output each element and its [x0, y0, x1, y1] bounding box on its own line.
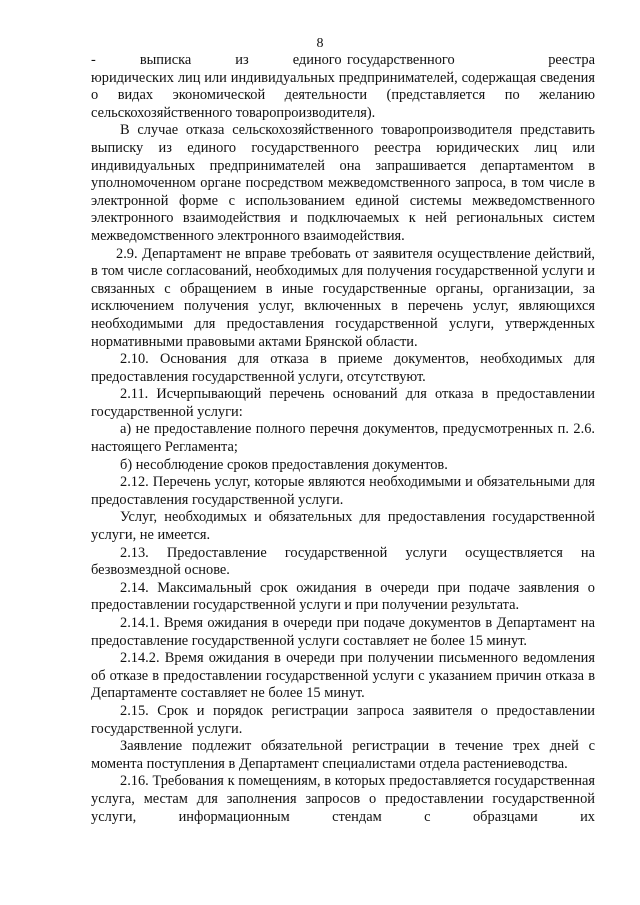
paragraph-2-12: 2.12. Перечень услуг, которые являются необходимыми и обязательными для предоставления государственной услуги. — [91, 474, 595, 508]
page-number: 8 — [316, 36, 324, 51]
paragraph-2-11: 2.11. Исчерпывающий перечень оснований для отказа в предоставлении государственной услуги: — [91, 386, 595, 420]
paragraph-2-16: 2.16. Требования к помещениям, в которых предоставляется государственная услуга, местам для заполнения запросов о предоставлении государственной услуги, информационным стендам с образцами их — [91, 773, 595, 825]
paragraph-extract-item: - выписка из единого государственного реестра юридических лиц или индивидуальных предпринимателей, содержащая сведения о видах экономической деятельности (представляется по желанию сельскохозяйственного товаропроизводителя). — [91, 52, 599, 121]
paragraph-2-15: 2.15. Срок и порядок регистрации запроса заявителя о предоставлении государственной услуги. — [91, 702, 595, 737]
paragraph-2-11-a: а) не предоставление полного перечня документов, предусмотренных п. 2.6. настоящего Регламента; — [91, 421, 595, 456]
paragraph-2-13: 2.13. Предоставление государственной услуги осуществляется на безвозмездной основе. — [91, 544, 595, 579]
paragraph-2-11-b: б) несоблюдение сроков предоставления документов. — [120, 456, 448, 473]
document-body — [91, 52, 599, 826]
paragraph-2-14: 2.14. Максимальный срок ожидания в очереди при подаче заявления о предоставлении государственной услуги и при получении результата. — [91, 579, 595, 614]
paragraph-registration: Заявление подлежит обязательной регистрации в течение трех дней с момента поступления в Департамент специалистами отдела растениеводства. — [91, 738, 595, 772]
paragraph-2-14-2: 2.14.2. Время ожидания в очереди при получении письменного ведомления об отказе в предоставлении государственной услуги с указанием причин отказа в Департаменте составляет не более 15 минут. — [91, 650, 595, 702]
paragraph-2-14-1: 2.14.1. Время ожидания в очереди при подаче документов в Департамент на предоставление государственной услуги составляет не более 15 минут. — [91, 615, 595, 649]
paragraph-2-9: 2.9. Департамент не вправе требовать от заявителя осуществление действий, в том числе согласований, необходимых для получения государственной услуги и связанных с обращением в иные государственные органы, организации, за исключением получения услуг, включенных в перечень услуг, являющихся необходимыми для предоставления государственной услуги, утвержденных нормативными правовыми актами Брянской области. — [91, 245, 595, 350]
paragraph-refusal-case: В случае отказа сельскохозяйственного товаропроизводителя представить выписку из единого государственного реестра юридических лиц или индивидуальных предпринимателей она запрашивается департаментом в уполномоченном органе посредством межведомственного запроса, в том числе в электронной форме с использованием единой системы межведомственного электронного взаимодействия и подключаемых к ней региональных систем межведомственного электронного взаимодействия. — [91, 122, 595, 244]
paragraph-no-services: Услуг, необходимых и обязательных для предоставления государственной услуги, не имеется. — [91, 509, 595, 544]
paragraph-2-10: 2.10. Основания для отказа в приеме документов, необходимых для предоставления государственной услуги, отсутствуют. — [91, 351, 595, 385]
